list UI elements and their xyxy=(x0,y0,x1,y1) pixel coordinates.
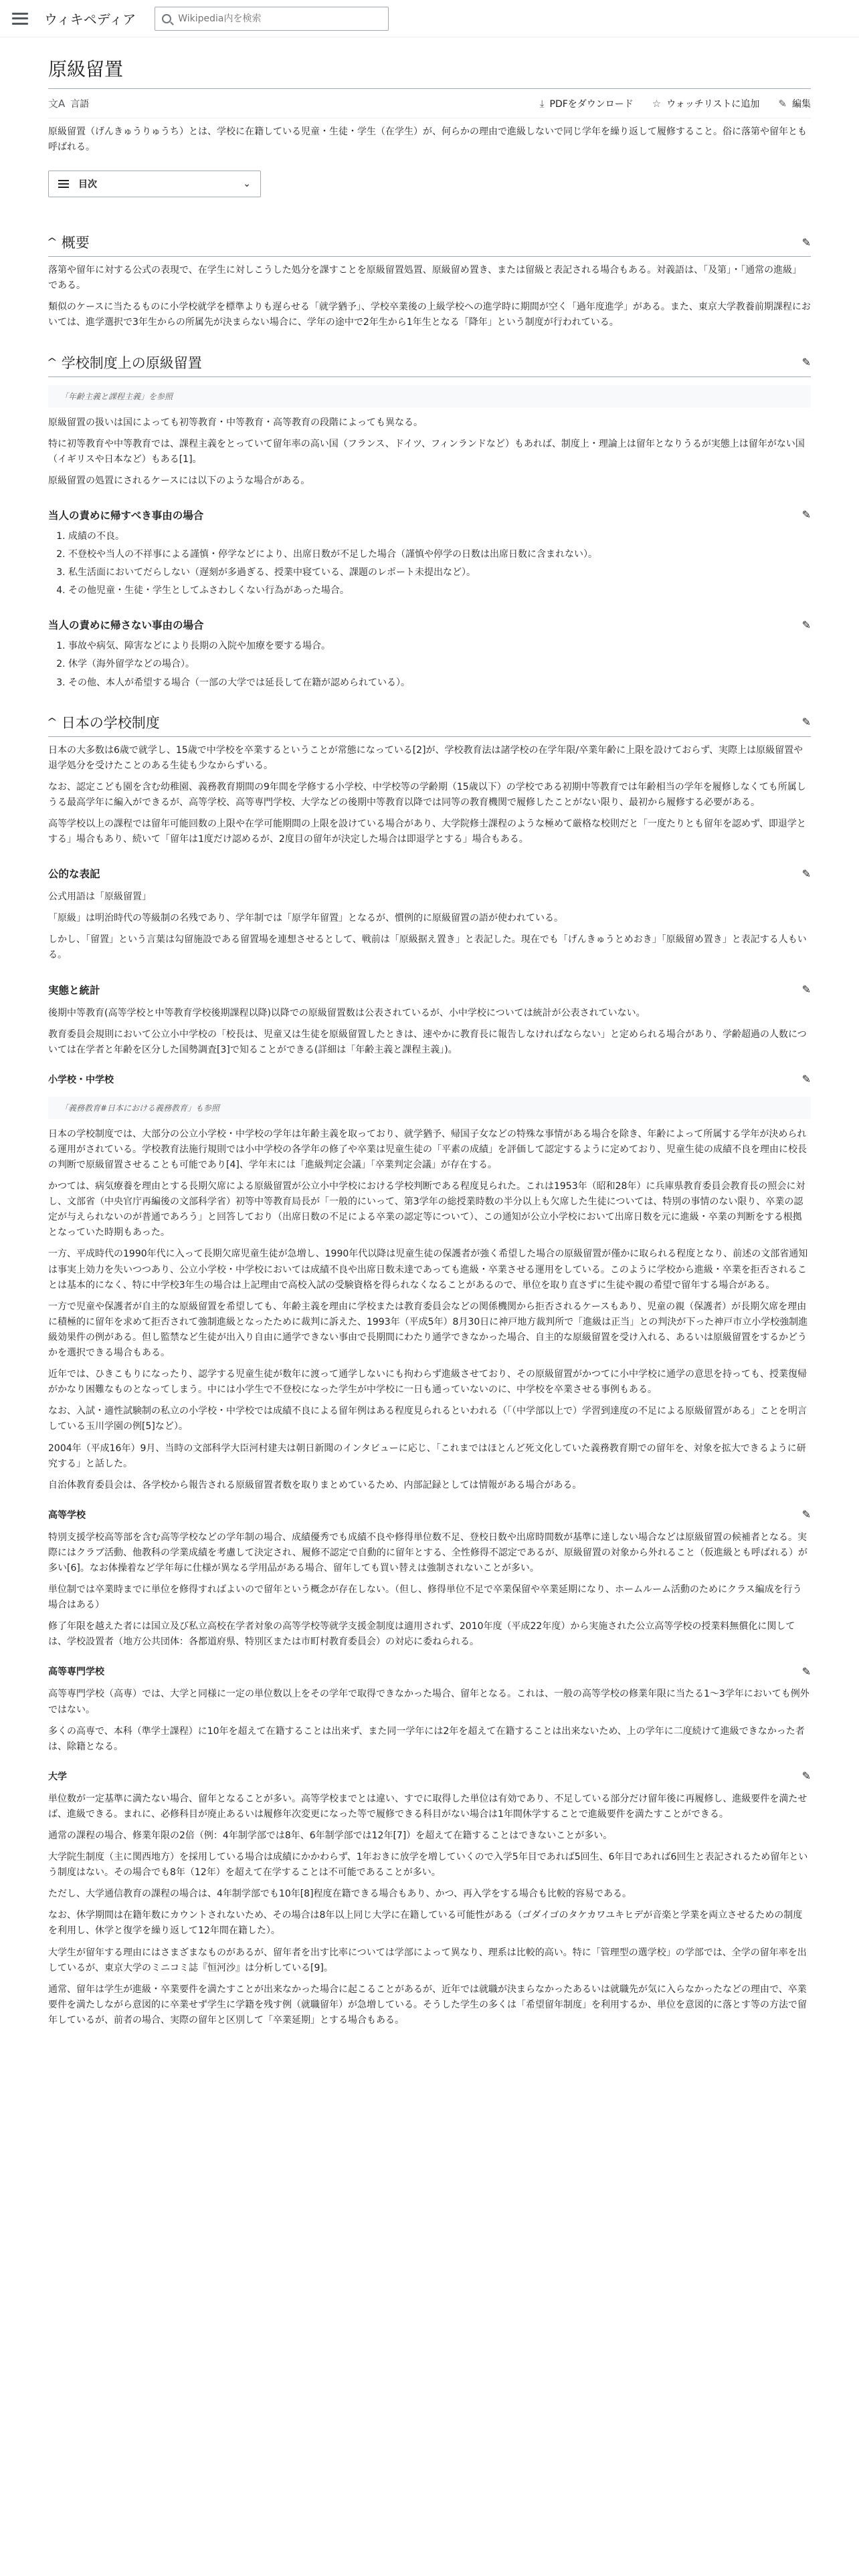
wikipedia-logo[interactable]: ウィキペディア xyxy=(44,11,136,27)
paragraph: しかし、「留置」という言葉は勾留施設である留置場を連想させるとして、戦前は「原級据え置き」と表記した。現在でも「げんきゅうとめおき」「原級留め置き」と表記する人もいる。 xyxy=(48,934,807,961)
edit-section-pencil-icon[interactable]: ✎ xyxy=(801,1769,811,1783)
paragraph: なお、認定こども園を含む幼稚園、義務教育期間の9年間を学修する小学校、中学校等の学齢期（15歳以下）の学校である初期中等教育では年齢相当の学年を履修しなくても所属しうる最高学年に編入ができるが、高等学校、高等専門学校、大学などの後期中等教育以降では同等の教育機関で履修したことがない限り、最初から履修する必要がある。 xyxy=(48,781,806,808)
edit-section-pencil-icon[interactable]: ✎ xyxy=(801,618,811,631)
paragraph: 類似のケースに当たるものに小学校就学を標準よりも遅らせる「就学猶予」、学校卒業後の上級学校への進学時に期間が空く「過年度進学」がある。また、東京大学教養前期課程においては、進学選択で3年生からの所属先が決まらない場合に、学年の途中で2年生から1年生となる「降年」という制度が行われている。 xyxy=(48,302,811,328)
edit-section-pencil-icon[interactable]: ✎ xyxy=(801,867,811,880)
list-item: 4. その他児童・生徒・学生としてふさわしくない行為があった場合。 xyxy=(68,583,811,599)
paragraph: 高等専門学校（高専）では、大学と同様に一定の単位数以上をその学年で取得できなかった場合、留年となる。これは、一般の高等学校の修業年限に当たる1～3学年においても例外ではない。 xyxy=(48,1689,809,1715)
section-heading-text: 当人の責めに帰さない事由の場合 xyxy=(48,619,204,632)
paragraph: 日本の大多数は6歳で就学し、15歳で中学校を卒業するということが常態になっている[2]が、学校教育法は諸学校の在学年限/卒業年齢に上限を設けておらず、実際上は原級留置や退学処分を受けたことのある生徒も少なからずいる。 xyxy=(48,744,803,771)
numbered-list xyxy=(68,529,811,599)
collapse-chevron-icon[interactable]: ^ xyxy=(46,237,58,248)
h3-heading xyxy=(48,863,811,883)
list-item: 1. 成績の不良。 xyxy=(68,529,811,544)
paragraph: 大学院生制度（主に関西地方）を採用している場合は成績にかかわらず、1年おきに放学を増していくので入学5年目であれば5回生、6年目であれば6回生と表記されるため留年という制度はない。その場合でも8年（12年）を超えて在学することは不可能であることが多い。 xyxy=(48,1852,808,1879)
numbered-list xyxy=(68,639,811,690)
hatnote: 「年齢主義と課程主義」を参照 xyxy=(48,385,811,407)
paragraph: 日本の学校制度では、大部分の公立小学校・中学校の学年は年齢主義を取っており、就学猶予、帰国子女などの特殊な事情がある場合を除き、年齢によって所属する学年が決められる運用がされている。学校教育法施行規則では小中学校の各学年の修了や卒業は児童生徒の「平素の成績」を評価して認定するように定めており、児童生徒の成績不良を理由に校長の判断で原級留置させることも可能であり[4]、学年末には「進級判定会議」「卒業判定会議」が存在する。 xyxy=(48,1128,807,1170)
download-pdf-button[interactable] xyxy=(540,97,634,110)
h3-heading xyxy=(48,615,811,635)
page-actions-bar xyxy=(48,89,811,118)
language-label: 言語 xyxy=(70,98,90,110)
paragraph: 通常の課程の場合、修業年限の2倍（例：4年制学部では8年、6年制学部では12年[7]）を超えて在籍することはできないことが多い。 xyxy=(48,1830,613,1841)
site-header xyxy=(0,0,859,37)
edit-section-pencil-icon[interactable]: ✎ xyxy=(801,1508,811,1521)
h2-heading xyxy=(48,708,811,737)
toc-label: 目次 xyxy=(78,179,97,191)
paragraph: 単位制では卒業時までに単位を修得すればよいので留年という概念が存在しない。（但し、修得単位不足で卒業保留や卒業延期になり、ホームルーム活動のためにクラス編成を行う場合はある） xyxy=(48,1584,802,1611)
toc-list-icon xyxy=(58,180,69,188)
toc-toggle-button[interactable] xyxy=(48,171,261,197)
h4-heading xyxy=(48,1767,811,1786)
section-heading-text: 学校制度上の原級留置 xyxy=(61,354,202,371)
intro-paragraph: 原級留置（げんきゅうりゅうち）とは、学校に在籍している児童・生徒・学生（在学生）が、何らかの理由で進級しないで同じ学年を繰り返して履修すること。俗に落第や留年とも呼ばれる。 xyxy=(48,126,807,153)
list-item: 3. 私生活面においてだらしない（遅刻が多過ぎる、授業中寝ている、課題のレポート未提出など）。 xyxy=(68,565,811,580)
section-heading-text: 日本の学校制度 xyxy=(61,714,160,731)
paragraph: 通常、留年は学生が進級・卒業要件を満たすことが出来なかった場合に起こることがあるが、近年では就職が決まらなかったあるいは就職先が気に入らなかったなどの理由で、卒業要件を満たしながら意図的に卒業せず学生に学籍を残す例（就職留年）が急増している。そうした学生の多くは「希望留年制度」を利用するか、単位を意図的に落とす等の方法で留年しているが、前者の場合、実際の留年と区別して「卒業延期」とする場合もある。 xyxy=(48,1983,807,2026)
section-heading-text: 高等専門学校 xyxy=(48,1667,104,1678)
collapse-chevron-icon[interactable]: ^ xyxy=(46,356,58,368)
edit-section-pencil-icon[interactable]: ✎ xyxy=(801,356,811,369)
watchlist-label: ウォッチリストに追加 xyxy=(666,98,760,110)
hatnote: 「義務教育#日本における義務教育」も参照 xyxy=(48,1097,811,1119)
search-input[interactable] xyxy=(178,13,381,24)
language-icon: 文A xyxy=(48,98,66,110)
paragraph: 一方、平成時代の1990年代に入って長期欠席児童生徒が急増し、1990年代以降は児童生徒の保護者が強く希望した場合の原級留置が僅かに取られる程度となり、前述の文部省通知は事実上効力を失いつつあり、公立小学校・中学校においては成績不良や出席日数未達であっても進級・卒業させる運用をしている。このように学校から進級・卒業を拒否されることは基本的になく、特に中学校3年生の場合は上記理由で高校入試の受験資格を得られなくなることがあるので、単位を取り直さずに生徒や親の希望で留年する場合がある。 xyxy=(48,1249,808,1291)
paragraph: 多くの高専で、本科（準学士課程）に10年を超えて在籍することは出来ず、また同一学年には2年を超えて在籍することは出来ないため、上の学年に二度続けて進級できなかった者は、除籍となる。 xyxy=(48,1725,805,1752)
edit-button[interactable] xyxy=(778,97,811,110)
h4-heading xyxy=(48,1070,811,1089)
star-icon: ☆ xyxy=(652,97,662,110)
paragraph: 教育委員会規則において公立小中学校の「校長は、児童又は生徒を原級留置したときは、速やかに教育長に報告しなければならない」と定められる場合があり、学齢超過の人数については在学者と年齢を区分した国勢調査[3]で知ることができる(詳細は「年齢主義と課程主義」)。 xyxy=(48,1029,807,1055)
h2-heading xyxy=(48,228,811,257)
search-icon xyxy=(162,14,171,23)
edit-section-pencil-icon[interactable]: ✎ xyxy=(801,716,811,729)
collapse-chevron-icon[interactable]: ^ xyxy=(46,716,58,728)
edit-section-pencil-icon[interactable]: ✎ xyxy=(801,983,811,996)
paragraph: 自治体教育委員会は、各学校から報告される原級留置者数を取りまとめているため、内部記録としては情報がある場合がある。 xyxy=(48,1479,582,1491)
edit-section-pencil-icon[interactable]: ✎ xyxy=(801,235,811,249)
list-item: 1. 事故や病気、障害などにより長期の入院や加療を要する場合。 xyxy=(68,639,811,654)
watchlist-button[interactable] xyxy=(652,97,760,110)
section-heading-text: 当人の責めに帰すべき事由の場合 xyxy=(48,509,204,522)
list-item: 2. 休学（海外留学などの場合）。 xyxy=(68,657,811,672)
list-item: 2. 不登校や当人の不祥事による謹慎・停学などにより、出席日数が不足した場合（謹慎や停学の日数は出席日数に含まれない）。 xyxy=(68,547,811,562)
paragraph: 単位数が一定基準に満たない場合、留年となることが多い。高等学校までとは違い、すでに取得した単位は有効であり、不足している部分だけ留年後に再履修し、進級要件を満たせば、進級できる。まれに、必修科目が廃止あるいは履修年次変更になった等で履修できる科目がない場合は1年間休学することで進級要件を満たすことができる。 xyxy=(48,1793,807,1820)
edit-section-pencil-icon[interactable]: ✎ xyxy=(801,1665,811,1678)
paragraph: 公式用語は「原級留置」 xyxy=(48,891,151,903)
paragraph: 原級留置の処置にされるケースには以下のような場合がある。 xyxy=(48,475,310,486)
h4-heading xyxy=(48,1662,811,1681)
section-heading-text: 高等学校 xyxy=(48,1509,86,1521)
page-title: 原級留置 xyxy=(48,55,811,89)
paragraph: 特に初等教育や中等教育では、課程主義をとっていて留年率の高い国（フランス、ドイツ、フィンランドなど）もあれば、制度上・理論上は留年となりうるが実態上は留年がない国（イギリスや日本など）もある[1]。 xyxy=(48,438,805,465)
paragraph: 修了年限を越えた者には国立及び私立高校在学者対象の高等学校等就学支援金制度は適用されず、2010年度（平成22年度）から実施された公立高等学校の授業料無償化に関しては、学校設置者（地方公共団体：各都道府県、特別区または市町村教育委員会）の対応に委ねられる。 xyxy=(48,1621,795,1648)
paragraph: なお、入試・適性試験制の私立の小学校・中学校では成績不良による留年例はある程度見られるといわれる（「（中学部以上で）学習到達度の不足による原級留置がある」ことを明言している玉川学園の例[5]など）。 xyxy=(48,1406,807,1432)
article-body xyxy=(48,228,811,2028)
edit-label: 編集 xyxy=(792,98,811,110)
paragraph: 「原級」は明治時代の等級制の名残であり、学年制では「原学年留置」となるが、慣例的に原級留置の語が使われている。 xyxy=(48,913,563,924)
paragraph: 後期中等教育(高等学校と中等教育学校後期課程以降)以降での原級留置数は公表されているが、小中学校については統計が公表されていない。 xyxy=(48,1007,646,1018)
pencil-icon: ✎ xyxy=(778,97,787,110)
section-heading-text: 概要 xyxy=(61,235,90,251)
section-heading-text: 大学 xyxy=(48,1771,67,1782)
h2-heading xyxy=(48,348,811,377)
download-pdf-label: PDFをダウンロード xyxy=(549,98,634,110)
article-page xyxy=(48,37,811,2028)
paragraph: なお、休学期間は在籍年数にカウントされないため、その場合は8年以上同じ大学に在籍している可能性がある（ゴダイゴのタケカワユキヒデが音楽と学業を両立させるための制度を利用し、休学と復学を繰り返して12年間在籍した）。 xyxy=(48,1910,803,1937)
paragraph: 大学生が留年する理由にはさまざまなものがあるが、留年者を出す比率については学部によって異なり、理系は比較的高い。特に「管理型の選学校」の学部では、全学の留年率を出しているが、東京大学のミニコミ誌『恒河沙』は分析している[9]。 xyxy=(48,1947,807,1973)
h4-heading xyxy=(48,1505,811,1524)
edit-section-pencil-icon[interactable]: ✎ xyxy=(801,508,811,522)
h3-heading xyxy=(48,505,811,525)
section-heading-text: 小学校・中学校 xyxy=(48,1074,114,1085)
paragraph: 特別支援学校高等部を含む高等学校などの学年制の場合、成績優秀でも成績不良や修得単位数不足、登校日数や出席時間数が基準に達しない場合などは原級留置の候補者となる。実際にはクラブ活動、他教科の学業成績を考慮して決定され、履修不認定で自動的に留年とする、全性修得不認定であるが、原級留置の対象から外れること（仮進級とも呼ばれる）が多い[6]。なお体操着など学年毎に仕様が異なる学用品がある場合、留年しても買い替えは強制されないことが多い。 xyxy=(48,1531,807,1574)
section-heading-text: 実態と統計 xyxy=(48,984,100,996)
paragraph: 近年では、ひきこもりになったり、認学する児童生徒が数年に渡って通学しないにも拘わらず進級させており、その原級留置がかつてに小中学校に通学の意思を持っても、授業復帰がかなり困難なものとなってしまう。中には小学生で不登校になった学生が中学校に一日も通っていないのに、中学校を卒業させる事例もある。 xyxy=(48,1369,807,1396)
paragraph: 一方で児童や保護者が自主的な原級留置を希望しても、年齢主義を理由に学校または教育委員会などの関係機関から拒否されるケースもあり、児童の親（保護者）が長期欠席を理由に積極的に留年を求めて拒否されて強制進級となったために裁判に訴えた、1993年（平成5年）8月30日に神戸地方裁判所で「進級は正当」との判決が下った神戸市立小学校強制進級効果件の例がある。但し監禁など生徒が出入り自由に通学できない事由で長期間にわたり通学できなかった場合、自主的な原級留置を受け入れる、あるいは原級留置をするかどうかを選択できる場合もある。 xyxy=(48,1301,808,1359)
paragraph: 原級留置の扱いは国によっても初等教育・中等教育・高等教育の段階によっても異なる。 xyxy=(48,417,423,428)
paragraph: 落第や留年に対する公式の表現で、在学生に対しこうした処分を課すことを原級留置処置、原級留め置き、または留級と表記される場合もある。対義語は、「及第」・「通常の進級」である。 xyxy=(48,265,802,292)
paragraph: かつては、病気療養を理由とする長期欠席による原級留置が公立小中学校における学校判断である程度見られた。これは1953年（昭和28年）に兵庫県教育委員会教育長の照会に対し、文部省（中央官庁再編後の文部科学省）初等中等教育局長が「一般的にいって、第3学年の総授業時数の半分以上も欠席した生徒については、特別の事情のない限り、卒業の認定が与えられないのが普通であろう」と回答しており（出席日数の不足による卒業の認定等について）、この通知が公立小学校において出席日数を元に進級・卒業の判断をする根拠となっていた時期もあった。 xyxy=(48,1181,805,1239)
h3-heading xyxy=(48,980,811,1000)
search-box[interactable] xyxy=(155,7,389,31)
paragraph: ただし、大学通信教育の課程の場合は、4年制学部でも10年[8]程度在籍できる場合もあり、かつ、再入学をする場合も比較的容易である。 xyxy=(48,1889,632,1900)
chevron-down-icon: ⌄ xyxy=(243,179,251,190)
paragraph: 2004年（平成16年）9月、当時の文部科学大臣河村建夫は朝日新聞のインタビューに応じ、「これまではほとんど死文化していた義務教育期での留年を、対象を拡大できるように研究する」と話した。 xyxy=(48,1442,806,1469)
list-item: 3. その他、本人が希望する場合（一部の大学では延長して在籍が認められている）。 xyxy=(68,675,811,691)
section-heading-text: 公的な表記 xyxy=(48,868,100,881)
edit-section-pencil-icon[interactable]: ✎ xyxy=(801,1073,811,1086)
download-icon: ⤓ xyxy=(539,97,545,110)
paragraph: 高等学校以上の課程では留年可能回数の上限や在学可能期間の上限を設けている場合があり、大学院修士課程のような極めて厳格な校則だと「一度たりとも留年を認めず、即退学とする」場合もあり、続いて「留年は1度だけ認めるが、2度目の留年が決定した場合は即退学とする」場合もある。 xyxy=(48,818,806,845)
main-menu-icon[interactable] xyxy=(12,13,28,25)
language-button[interactable] xyxy=(48,96,89,110)
